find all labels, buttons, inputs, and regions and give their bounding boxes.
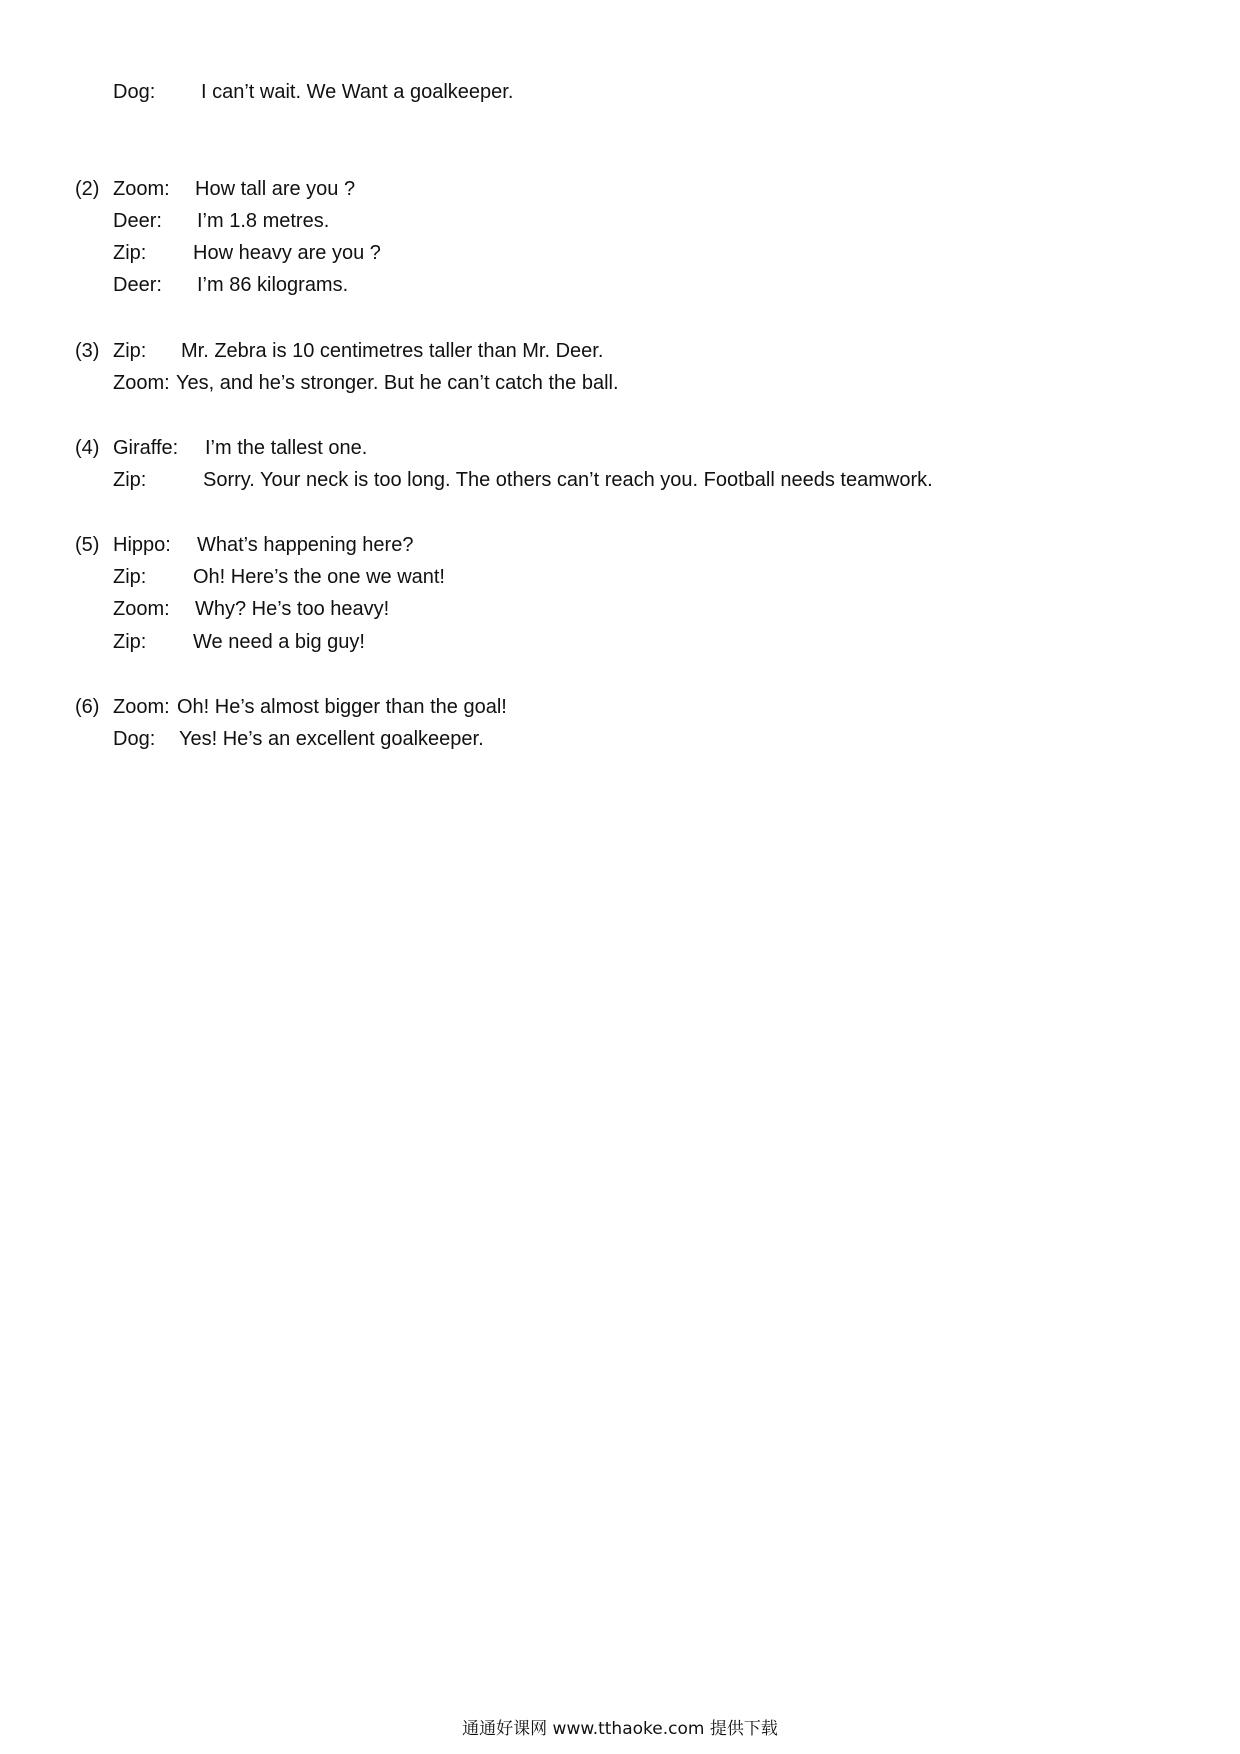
speaker-label: Deer: — [113, 274, 162, 296]
dialogue-text: I’m the tallest one. — [205, 437, 368, 459]
page-footer: 通通好课网 www.tthaoke.com 提供下载 — [462, 1719, 778, 1739]
speaker-label: Hippo: — [113, 534, 171, 556]
dialogue-text: How tall are you ? — [195, 178, 356, 200]
dialogue-text: Mr. Zebra is 10 centimetres taller than Mr. Deer. — [181, 340, 604, 362]
dialogue-text: Oh! He’s almost bigger than the goal! — [177, 696, 507, 718]
dialogue-text: We need a big guy! — [193, 631, 365, 653]
section-number: (3) — [75, 340, 100, 362]
speaker-label: Zoom: — [113, 598, 170, 620]
section-number: (2) — [75, 178, 100, 200]
dialogue-text: I can’t wait. We Want a goalkeeper. — [201, 81, 514, 103]
speaker-label: Zip: — [113, 631, 147, 653]
speaker-label: Zip: — [113, 242, 147, 264]
section-number: (5) — [75, 534, 100, 556]
speaker-label: Zip: — [113, 566, 147, 588]
dialogue-text: How heavy are you ? — [193, 242, 381, 264]
dialogue-text: Why? He’s too heavy! — [195, 598, 390, 620]
speaker-label: Zoom: — [113, 696, 170, 718]
dialogue-text: Oh! Here’s the one we want! — [193, 566, 445, 588]
speaker-label: Dog: — [113, 81, 156, 103]
dialogue-text: Sorry. Your neck is too long. The others can’t reach you. Football needs teamwork. — [203, 469, 933, 491]
speaker-label: Zoom: — [113, 372, 170, 394]
dialogue-text: I’m 1.8 metres. — [197, 210, 330, 232]
section-number: (6) — [75, 696, 100, 718]
speaker-label: Zip: — [113, 469, 147, 491]
dialogue-text: I’m 86 kilograms. — [197, 274, 349, 296]
dialogue-text: What’s happening here? — [197, 534, 414, 556]
speaker-label: Deer: — [113, 210, 162, 232]
speaker-label: Dog: — [113, 728, 156, 750]
speaker-label: Zoom: — [113, 178, 170, 200]
dialogue-text: Yes, and he’s stronger. But he can’t catch the ball. — [176, 372, 619, 394]
speaker-label: Giraffe: — [113, 437, 179, 459]
section-number: (4) — [75, 437, 100, 459]
speaker-label: Zip: — [113, 340, 147, 362]
dialogue-text: Yes! He’s an excellent goalkeeper. — [179, 728, 484, 750]
